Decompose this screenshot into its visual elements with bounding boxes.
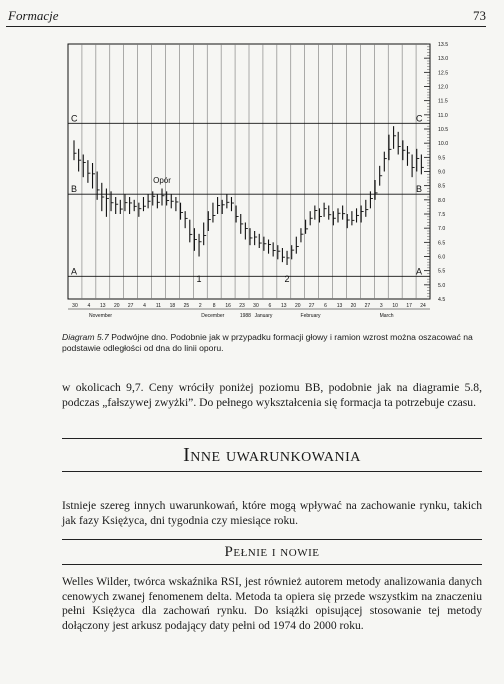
x-tick-label: 18 [169,303,176,309]
x-tick-label: 13 [281,303,287,309]
page-header [8,8,486,26]
x-tick-label: 3 [379,303,383,309]
y-tick-label: 8.5 [438,183,446,190]
section-rule-bottom [62,471,482,472]
annotation-bottom-1: 1 [196,274,202,284]
running-title: Formacje [8,8,59,23]
y-tick-label: 5.0 [438,282,446,289]
y-tick-label: 6.5 [438,240,446,247]
x-tick-label: 8 [212,303,216,309]
level-label-right: B [416,184,423,195]
x-tick-label: 27 [308,303,315,309]
level-label-left: A [71,266,78,277]
section-rule-bottom [62,564,482,565]
y-tick-label: 10.0 [438,141,449,148]
y-tick-label: 12.0 [438,84,449,91]
paragraph-wilder: Welles Wilder, twórca wskaźnika RSI, jest również autorem metody analizowania danych cenowych zwanej fenomenem delta. Metoda ta opiera się przede wszystkim na znaczeniu pełni Księżyca dla zachowań rynku. Do książki opisującej stosowanie tej metody dołączony jest arkusz podający daty pełni od 1974 do 2000 roku. [62,575,482,632]
y-tick-label: 9.5 [438,155,446,162]
y-tick-label: 4.5 [438,297,446,303]
x-tick-label: 20 [113,303,120,309]
y-tick-label: 7.0 [438,226,446,233]
y-tick-label: 11.5 [438,98,448,105]
annotation-bottom-2: 2 [284,274,290,284]
section-heading-moon-phases [62,539,482,565]
x-tick-label: 27 [127,303,134,309]
double-bottom-chart [60,34,452,324]
x-tick-label: 11 [155,303,162,309]
y-tick-label: 7.5 [438,212,446,218]
x-tick-label: 23 [239,303,245,309]
x-month-label: February [300,313,321,319]
x-tick-label: 10 [392,303,398,309]
x-month-label: January [254,313,273,319]
caption-text: Podwójne dno. Podobnie jak w przypadku formacji głowy i ramion wzrost można oszacować na podstawie odległości od dna do linii oporu. [62,332,473,353]
section-heading-other-factors [62,438,482,472]
header-rule [6,26,486,27]
x-tick-label: 2 [198,303,202,309]
level-label-right: A [416,266,423,277]
x-tick-label: 25 [183,303,190,309]
y-tick-label: 11.0 [438,112,448,119]
y-tick-label: 13.0 [438,56,449,63]
y-tick-label: 12.5 [438,70,449,77]
x-month-label: November [89,313,113,319]
x-tick-label: 30 [72,303,78,309]
x-month-label: March [379,313,394,319]
x-tick-label: 4 [87,303,91,309]
x-tick-label: 16 [225,303,231,309]
section-rule-top [62,539,482,540]
section-title: Inne uwarunkowania [183,444,361,466]
paragraph-intro: Istnieje szereg innych uwarunkowań, które mogą wpływać na zachowanie rynku, takich jak fazy Księżyca, dni tygodnia czy miesiące roku. [62,499,482,527]
x-tick-label: 17 [406,303,412,309]
x-tick-label: 4 [143,303,146,309]
section-rule-top [62,438,482,439]
x-month-label: December [201,313,225,319]
figure-caption [62,332,482,354]
x-month-label: 1988 [239,313,251,319]
x-tick-label: 13 [336,303,343,309]
y-tick-label: 6.0 [438,254,446,261]
page-number: 73 [473,8,486,23]
x-tick-label: 30 [253,303,259,309]
y-tick-label: 10.5 [438,127,449,133]
level-label-left: C [71,113,78,124]
x-tick-label: 20 [350,303,357,309]
caption-label: Diagram 5.7 [62,332,109,342]
x-tick-label: 27 [364,303,371,309]
paragraph-continuation: w okolicach 9,7. Ceny wróciły poniżej poziomu BB, podobnie jak na diagramie 5.8, podczas „fałszywej zwyżki”. Do pełnego wykształcenia się formacja ta potrzebuje czasu. [62,381,482,409]
x-tick-label: 24 [420,303,426,309]
x-tick-label: 6 [268,303,272,309]
x-tick-label: 20 [294,303,301,309]
y-tick-label: 9.0 [438,169,446,176]
y-tick-label: 5.5 [438,268,446,275]
section-title: Pełnie i nowie [224,544,320,560]
y-tick-label: 8.0 [438,197,446,204]
x-tick-label: 6 [324,303,327,309]
x-tick-label: 13 [100,303,106,309]
level-label-right: C [416,113,423,124]
annotation-resistance: Opór [153,175,171,185]
level-label-left: B [71,184,78,195]
y-tick-label: 13.5 [438,42,449,48]
